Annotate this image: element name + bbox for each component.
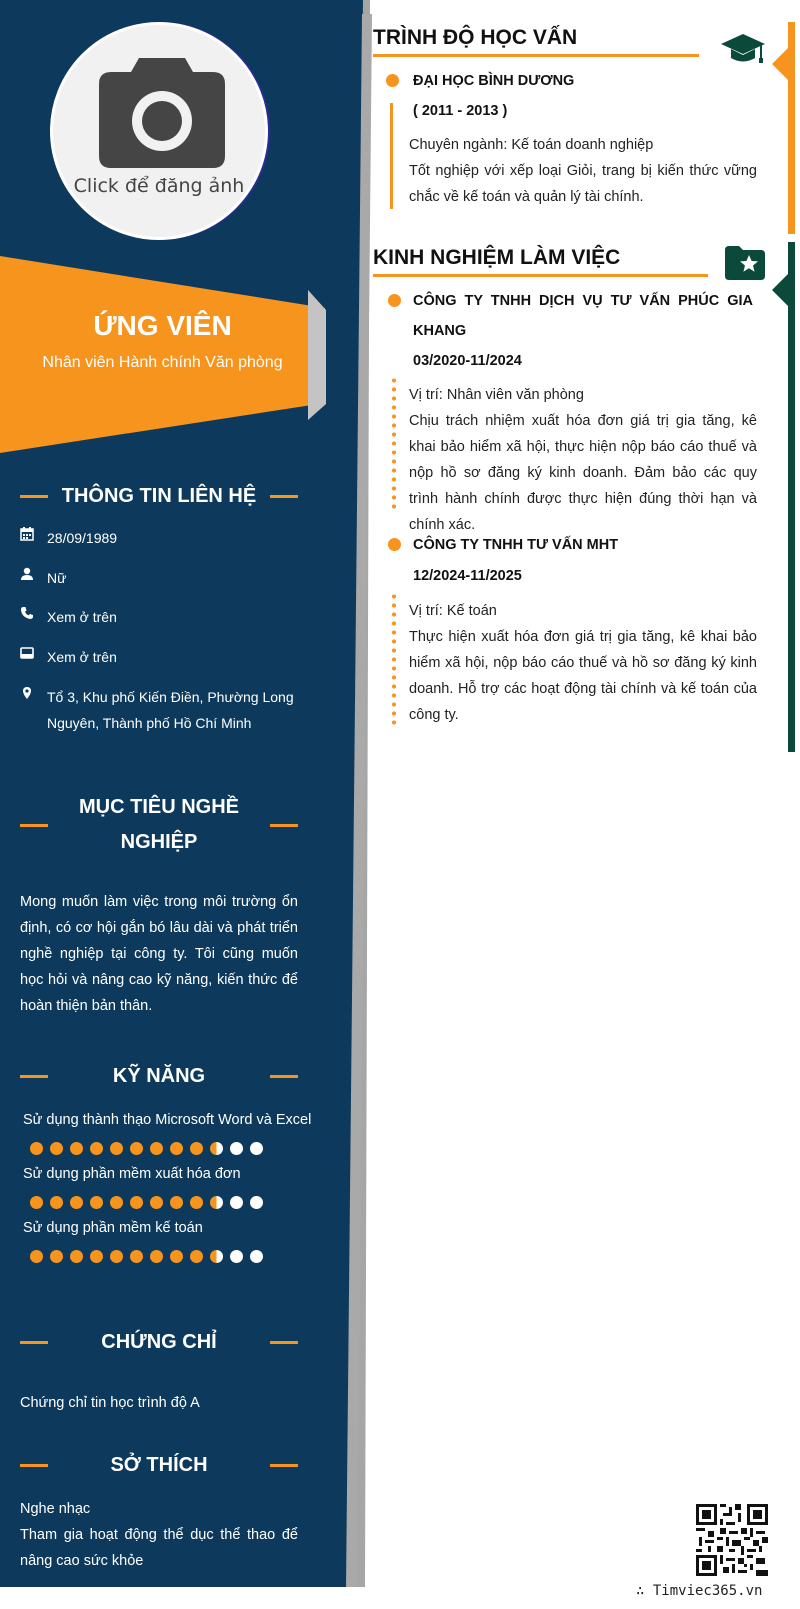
objective-heading-line1: MỤC TIÊU NGHỀ: [79, 796, 239, 818]
skill-dot: [230, 1142, 243, 1155]
education-heading: TRÌNH ĐỘ HỌC VẤN: [373, 26, 578, 49]
contact-item-birthday: [20, 525, 300, 551]
folder-star-icon: [725, 246, 765, 280]
skill-dot: [230, 1250, 243, 1263]
education-major: Chuyên ngành: Kế toán doanh nghiệp: [409, 137, 654, 153]
skill-dot: [130, 1196, 143, 1209]
heading-bar: [20, 824, 48, 827]
contact-heading-text: THÔNG TIN LIÊN HỆ: [61, 485, 257, 507]
job-description: Thực hiện xuất hóa đơn giá trị gia tăng, kê khai bảo hiểm xã hội, nộp báo cáo thuế và hồ sơ đăng ký kinh doanh. Hỗ trợ các hoạt động tài chính và kế toán của công ty.: [409, 629, 757, 723]
graduation-cap-icon: [720, 32, 766, 66]
job-position: Vị trí: Kế toán: [409, 603, 497, 619]
skill-dot: [90, 1250, 103, 1263]
skill-dot: [50, 1196, 63, 1209]
skill-dot: [70, 1250, 83, 1263]
skills-heading-text: KỸ NĂNG: [112, 1065, 206, 1087]
skill-dot: [190, 1250, 203, 1263]
heading-bar: [270, 1075, 298, 1078]
education-description: Tốt nghiệp với xếp loại Giỏi, trang bị kiến thức vững chắc về kế toán và quản lý tài chính.: [409, 163, 757, 205]
email-icon: [20, 644, 47, 670]
skill-dot: [30, 1142, 43, 1155]
education-bullet: [386, 74, 399, 87]
skill-dot: [150, 1142, 163, 1155]
objective-text: Mong muốn làm việc trong môi trường ổn định, có cơ hội gắn bó lâu dài và phát triển nghề nghiệp tại công ty. Tôi cũng muốn học hỏi và nâng cao kỹ năng, kiến thức để hoàn thiện bản thân.: [20, 894, 298, 1014]
hobby-item: Nghe nhạc: [20, 1501, 91, 1517]
job-timeline-dots: [392, 376, 396, 512]
job-description: Chịu trách nhiệm xuất hóa đơn giá trị gia tăng, kê khai bảo hiểm xã hội, thực hiện nộp báo cáo thuế và nộp hồ sơ đăng ký kinh doanh. Đảm bảo các quy trình hành chính được thực hiện đúng thời hạn và chính xác.: [409, 413, 757, 533]
heading-bar: [20, 1341, 48, 1344]
avatar-upload[interactable]: [50, 22, 268, 240]
skill-dot: [150, 1196, 163, 1209]
skill-dot: [250, 1142, 263, 1155]
skill-dot: [90, 1196, 103, 1209]
school-name: ĐẠI HỌC BÌNH DƯƠNG: [413, 73, 575, 89]
heading-bar: [270, 1341, 298, 1344]
job-bullet: [388, 294, 401, 307]
heading-bar: [20, 495, 48, 498]
job-position: Vị trí: Nhân viên văn phòng: [409, 387, 584, 403]
skill-dot: [150, 1250, 163, 1263]
skill-rating: [30, 1250, 263, 1263]
job-timeline-dots: [392, 592, 396, 728]
skill-name: Sử dụng thành thạo Microsoft Word và Excel: [23, 1112, 312, 1128]
location-icon: [20, 684, 47, 736]
skill-dot: [90, 1142, 103, 1155]
skill-dot: [170, 1142, 183, 1155]
hobby-item: Tham gia hoạt động thể dục thể thao để nâng cao sức khỏe: [20, 1527, 298, 1569]
camera-icon: [99, 58, 225, 168]
email-value[interactable]: Xem ở trên: [47, 649, 117, 665]
heading-bar: [270, 824, 298, 827]
skill-dot: [70, 1196, 83, 1209]
skill-name: Sử dụng phần mềm xuất hóa đơn: [23, 1166, 241, 1182]
calendar-icon: [20, 525, 47, 551]
skill-dot: [30, 1196, 43, 1209]
skill-rating: [30, 1196, 263, 1209]
job-period: 12/2024-11/2025: [413, 568, 522, 584]
job-company: CÔNG TY TNHH TƯ VẤN MHT: [413, 537, 619, 553]
hobbies-heading-text: SỞ THÍCH: [110, 1454, 208, 1476]
skill-dot: [110, 1142, 123, 1155]
skills-heading: [20, 1059, 298, 1094]
skill-dot: [250, 1250, 263, 1263]
heading-bar: [20, 1464, 48, 1467]
skill-dot: [170, 1250, 183, 1263]
candidate-name: ỨNG VIÊN: [93, 310, 232, 341]
skill-dot: [130, 1142, 143, 1155]
hobbies-heading: [20, 1448, 298, 1483]
objective-heading: [20, 790, 298, 860]
education-side-arrow: [772, 48, 788, 80]
objective-heading-text: [48, 790, 270, 860]
job-bullet: [388, 538, 401, 551]
qr-code-icon[interactable]: [696, 1504, 768, 1576]
gender-value: Nữ: [47, 570, 67, 586]
education-side-bar: [788, 22, 795, 234]
experience-side-bar: [788, 242, 795, 752]
skill-dot: [30, 1250, 43, 1263]
phone-icon: [20, 604, 47, 630]
contact-item-address: [20, 684, 300, 736]
skill-dot: [210, 1196, 223, 1209]
skill-dot: [110, 1196, 123, 1209]
experience-heading-underline: [373, 274, 708, 277]
skill-dot: [190, 1196, 203, 1209]
skill-dot: [110, 1250, 123, 1263]
skill-dot: [210, 1250, 223, 1263]
phone-value[interactable]: Xem ở trên: [47, 609, 117, 625]
contact-item-phone: [20, 604, 300, 630]
skill-dot: [250, 1196, 263, 1209]
site-watermark: ∴ Timviec365.vn: [636, 1583, 763, 1599]
heading-bar: [270, 495, 298, 498]
skill-rating: [30, 1142, 263, 1155]
certificate-text: Chứng chỉ tin học trình độ A: [20, 1395, 200, 1411]
contact-item-gender: [20, 565, 300, 591]
certificates-heading-text: CHỨNG CHỈ: [101, 1331, 217, 1353]
skill-dot: [50, 1250, 63, 1263]
certificates-heading: [20, 1325, 298, 1360]
address-value: Tổ 3, Khu phố Kiến Điền, Phường Long Nguyên, Thành phố Hồ Chí Minh: [47, 689, 294, 731]
job-period: 03/2020-11/2024: [413, 353, 522, 369]
skill-dot: [210, 1142, 223, 1155]
experience-heading: KINH NGHIỆM LÀM VIỆC: [373, 246, 621, 269]
avatar-upload-label: Click để đăng ảnh: [73, 175, 245, 197]
skill-dot: [70, 1142, 83, 1155]
heading-bar: [20, 1075, 48, 1078]
heading-bar: [270, 1464, 298, 1467]
skill-dot: [170, 1196, 183, 1209]
job-company: CÔNG TY TNHH DỊCH VỤ TƯ VẤN PHÚC GIA KHANG: [413, 293, 753, 339]
objective-heading-line2: NGHIỆP: [120, 831, 198, 853]
skill-dot: [190, 1142, 203, 1155]
education-period: ( 2011 - 2013 ): [413, 103, 508, 119]
education-timeline-bar: [390, 103, 393, 209]
education-heading-underline: [373, 54, 699, 57]
skill-dot: [130, 1250, 143, 1263]
skill-dot: [230, 1196, 243, 1209]
experience-side-arrow: [772, 274, 788, 306]
birthday-value: 28/09/1989: [47, 530, 118, 546]
skill-dot: [50, 1142, 63, 1155]
contact-item-email: [20, 644, 300, 670]
contact-heading: [20, 479, 298, 514]
skill-name: Sử dụng phần mềm kế toán: [23, 1220, 203, 1236]
user-icon: [20, 565, 47, 591]
job-title: Nhân viên Hành chính Văn phòng: [42, 354, 283, 371]
